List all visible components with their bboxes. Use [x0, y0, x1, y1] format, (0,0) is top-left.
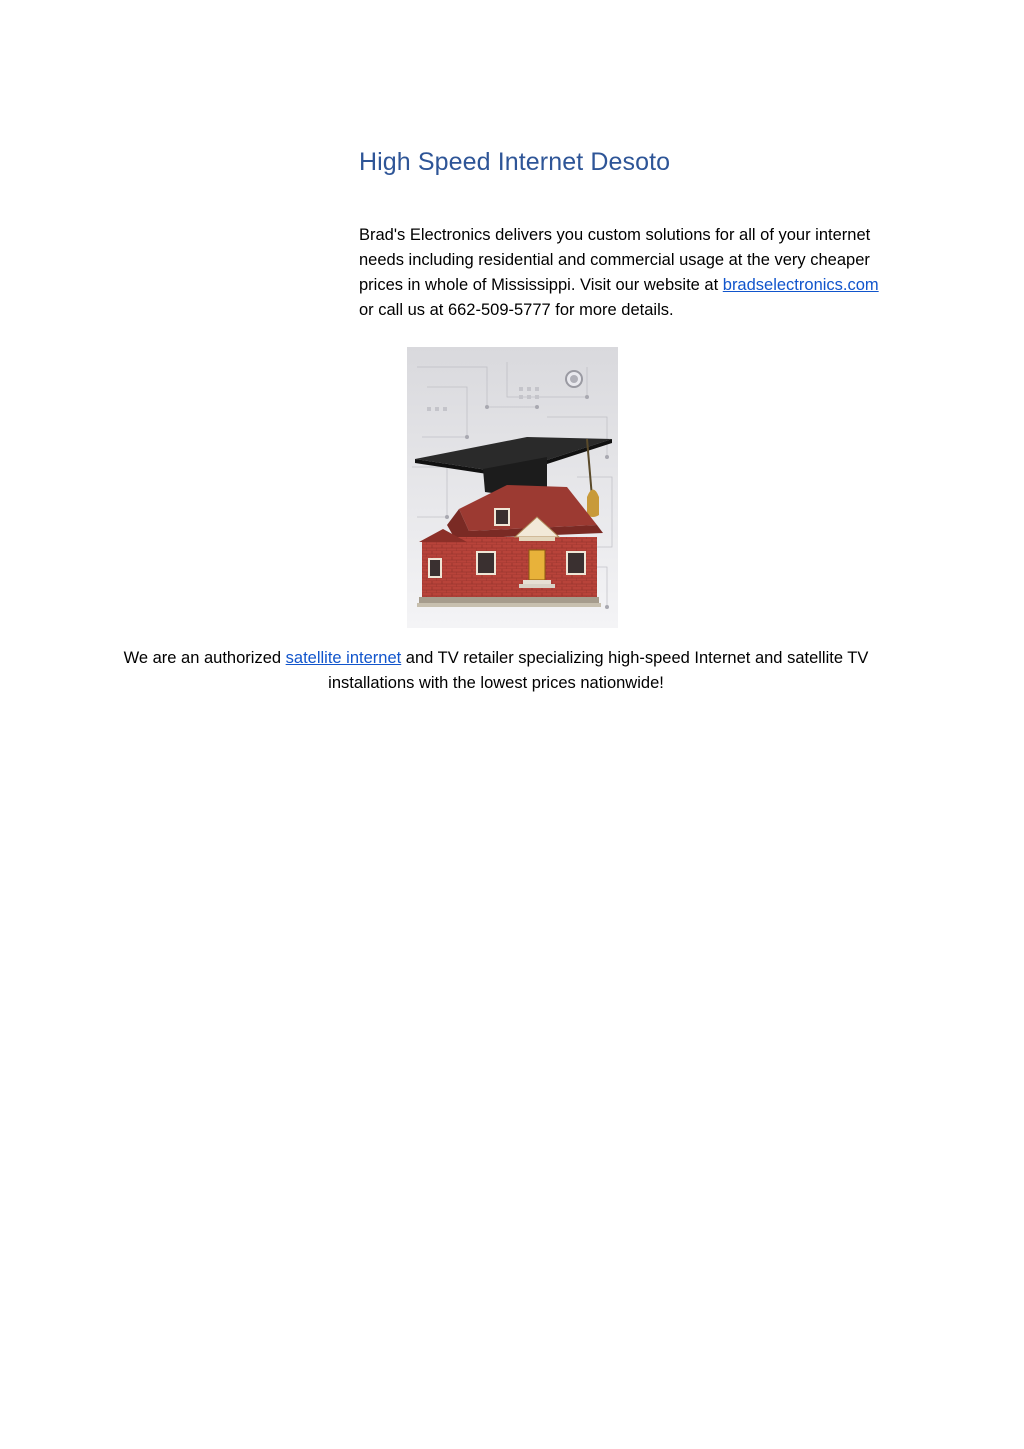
intro-text-after-link: or call us at 662-509-5777 for more details. — [359, 301, 674, 319]
intro-text-before-link: Brad's Electronics delivers you custom solutions for all of your internet needs including residential and commercial usage at the very cheaper prices in whole of Mississippi. Visit our website at — [359, 226, 871, 294]
closing-paragraph — [100, 646, 892, 696]
house-with-graduation-cap-icon — [407, 347, 618, 628]
page-title: High Speed Internet Desoto — [359, 148, 671, 176]
website-link[interactable]: bradselectronics.com — [722, 276, 879, 294]
closing-text-after-link: and TV retailer specializing high-speed Internet and satellite TV installations with the lowest prices nationwide! — [328, 649, 869, 692]
house-graduation-cap-image — [407, 347, 618, 628]
satellite-internet-link[interactable]: satellite internet — [285, 649, 402, 667]
closing-text-before-link: We are an authorized — [123, 649, 286, 667]
intro-paragraph — [359, 223, 879, 323]
